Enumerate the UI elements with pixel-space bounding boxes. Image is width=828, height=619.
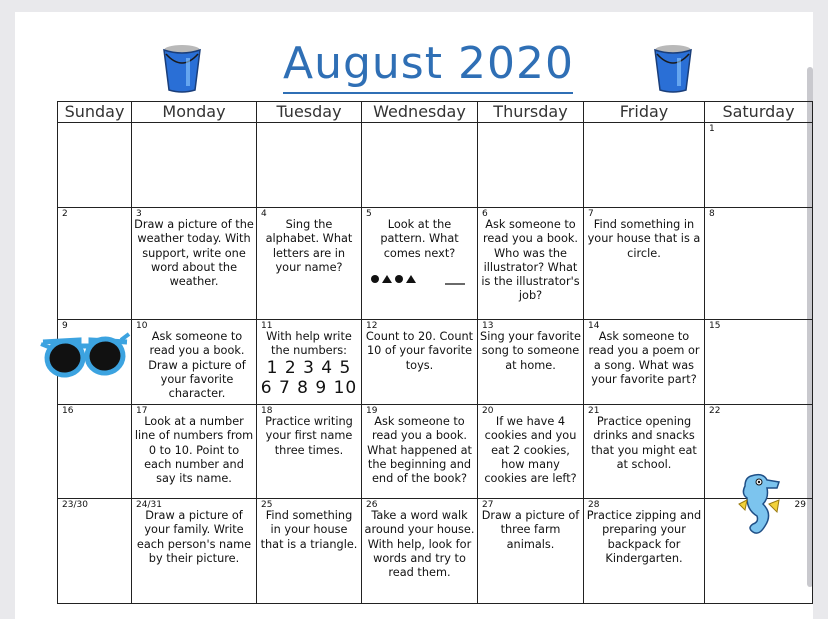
day-number: 17 — [136, 406, 148, 416]
day-cell-5 — [361, 207, 478, 320]
day-cell-21 — [583, 404, 705, 499]
calendar-page — [15, 12, 813, 619]
day-number: 9 — [62, 321, 68, 331]
day-activity: Find something in your house that is a circle. — [587, 218, 701, 260]
day-number: 21 — [588, 406, 600, 416]
day-number: 19 — [366, 406, 378, 416]
day-cell-25 — [256, 498, 362, 604]
day-activity: With help write the numbers: — [266, 330, 352, 358]
weekday-saturday: Saturday — [704, 101, 813, 123]
day-activity: Sing the alphabet. What letters are in your name? — [265, 218, 353, 274]
day-cell-empty — [131, 122, 257, 208]
weekday-tuesday: Tuesday — [256, 101, 362, 123]
day-number: 27 — [482, 500, 494, 510]
weekday-friday: Friday — [583, 101, 705, 123]
day-activity: Ask someone to read you a poem or a song. What was your favorite part? — [588, 330, 700, 386]
day-activity: If we have 4 cookies and you eat 2 cookies, how many cookies are left? — [484, 415, 577, 486]
page-title: August 2020 — [283, 38, 574, 89]
numbers-6-to-10: 6 7 8 9 10 — [260, 378, 358, 398]
day-number: 10 — [136, 321, 148, 331]
weekday-monday: Monday — [131, 101, 257, 123]
day-number: 2 — [62, 209, 68, 219]
day-cell-empty — [583, 122, 705, 208]
day-cell-11 — [256, 319, 362, 405]
calendar-grid — [57, 101, 813, 604]
day-number: 16 — [62, 406, 74, 416]
day-number: 20 — [482, 406, 494, 416]
day-cell-4 — [256, 207, 362, 320]
day-activity: Look at the pattern. What comes next? — [380, 218, 459, 260]
day-cell-empty — [57, 122, 132, 208]
day-cell-17 — [131, 404, 257, 499]
day-cell-15 — [704, 319, 813, 405]
numbers-1-to-5: 1 2 3 4 5 — [266, 358, 352, 378]
pattern-shapes-icon — [370, 270, 465, 286]
day-cell-27 — [477, 498, 584, 604]
day-number: 11 — [261, 321, 273, 331]
day-cell-empty — [361, 122, 478, 208]
day-cell-14 — [583, 319, 705, 405]
day-cell-26 — [361, 498, 478, 604]
day-cell-20 — [477, 404, 584, 499]
day-cell-16 — [57, 404, 132, 499]
day-number: 24/31 — [136, 500, 162, 510]
day-activity: Look at a number line of numbers from 0 to 10. Point to each number and say its name. — [134, 415, 254, 486]
day-cell-empty — [477, 122, 584, 208]
day-activity: Practice zipping and preparing your backpack for Kindergarten. — [586, 509, 702, 565]
day-activity: Count to 20. Count 10 of your favorite toys. — [365, 330, 474, 372]
day-cell-1 — [704, 122, 813, 208]
day-activity: Sing your favorite song to someone at home. — [480, 330, 581, 372]
day-activity: Ask someone to read you a book. Who was the illustrator? What is the illustrator's job? — [481, 218, 580, 303]
day-number: 6 — [482, 209, 488, 219]
day-number: 18 — [261, 406, 273, 416]
title-underline — [283, 92, 573, 94]
beach-bucket-icon — [160, 42, 204, 94]
day-cell-2 — [57, 207, 132, 320]
day-cell-10 — [131, 319, 257, 405]
day-number: 1 — [709, 124, 715, 134]
day-activity: Draw a picture of your family. Write each person's name by their picture. — [136, 509, 252, 565]
day-number: 8 — [709, 209, 715, 219]
day-cell-19 — [361, 404, 478, 499]
day-number: 28 — [588, 500, 600, 510]
day-number: 12 — [366, 321, 378, 331]
day-activity: Ask someone to read you a book. What happened at the beginning and end of the book? — [367, 415, 472, 486]
weekday-thursday: Thursday — [477, 101, 584, 123]
sunglasses-icon — [39, 322, 131, 384]
day-activity: Practice opening drinks and snacks that you might eat at school. — [591, 415, 697, 471]
day-cell-13 — [477, 319, 584, 405]
day-activity: Find something in your house that is a triangle. — [260, 509, 358, 551]
day-cell-28 — [583, 498, 705, 604]
day-activity: Draw a picture of three farm animals. — [481, 509, 580, 551]
day-cell-7 — [583, 207, 705, 320]
day-number: 22 — [709, 406, 721, 416]
day-cell-8 — [704, 207, 813, 320]
day-cell-3 — [131, 207, 257, 320]
beach-bucket-icon — [651, 42, 695, 94]
day-cell-empty — [256, 122, 362, 208]
day-cell-23-30 — [57, 498, 132, 604]
day-number: 3 — [136, 209, 142, 219]
seahorse-icon — [733, 470, 783, 546]
day-cell-6 — [477, 207, 584, 320]
weekday-sunday: Sunday — [57, 101, 132, 123]
day-number: 15 — [709, 321, 721, 331]
day-cell-24-31 — [131, 498, 257, 604]
weekday-header-row — [57, 101, 813, 123]
weekday-wednesday: Wednesday — [361, 101, 478, 123]
day-number: 14 — [588, 321, 600, 331]
day-activity: Draw a picture of the weather today. With support, write one word about the weather. — [134, 218, 254, 289]
day-cell-18 — [256, 404, 362, 499]
day-number: 23/30 — [62, 500, 88, 510]
day-activity: Take a word walk around your house. With help, look for words and try to read them. — [364, 509, 475, 580]
day-number: 4 — [261, 209, 267, 219]
day-number: 29 — [794, 500, 806, 510]
day-number: 26 — [366, 500, 378, 510]
day-activity: Ask someone to read you a book. Draw a picture of your favorite character. — [148, 330, 246, 401]
day-activity: Practice writing your first name three times. — [265, 415, 353, 457]
day-number: 5 — [366, 209, 372, 219]
day-number: 25 — [261, 500, 273, 510]
day-number: 13 — [482, 321, 494, 331]
day-number: 7 — [588, 209, 594, 219]
day-cell-12 — [361, 319, 478, 405]
